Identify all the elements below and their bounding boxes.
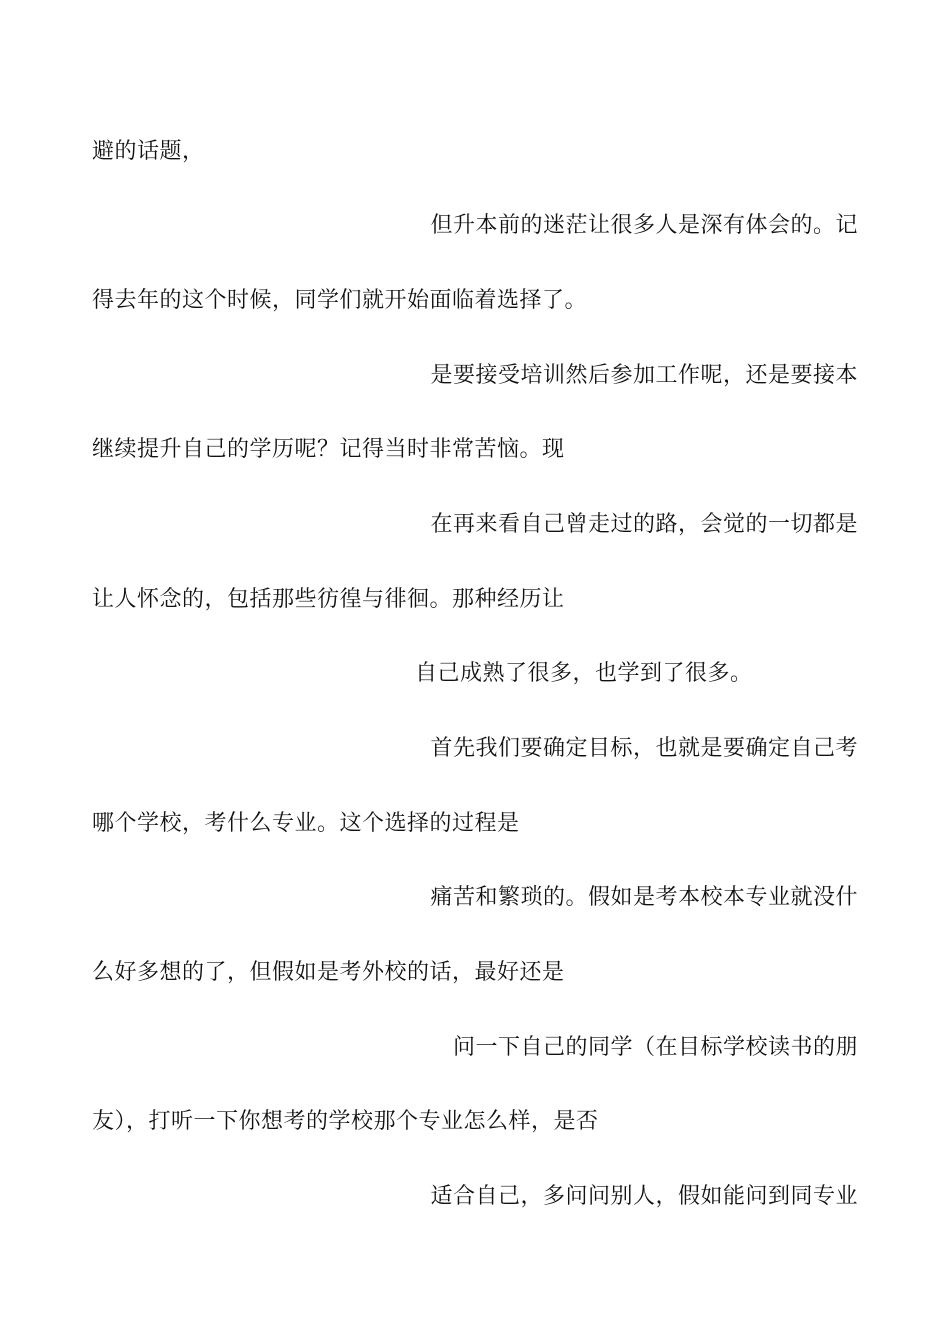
text-line: 友），打听一下你想考的学校那个专业怎么样，是否: [92, 1109, 599, 1134]
text-line: 是要接受培训然后参加工作呢，还是要接本: [430, 363, 858, 388]
text-line: 首先我们要确定目标，也就是要确定自己考: [430, 736, 858, 761]
text-line: 让人怀念的，包括那些彷徨与徘徊。那种经历让: [92, 587, 565, 612]
text-line: 哪个学校，考什么专业。这个选择的过程是: [92, 811, 520, 836]
text-line: 在再来看自己曾走过的路，会觉的一切都是: [430, 512, 858, 537]
text-line: 避的话题，: [92, 139, 205, 164]
text-line: 得去年的这个时候，同学们就开始面临着选择了。: [92, 288, 588, 313]
text-line: 继续提升自己的学历呢？记得当时非常苦恼。现: [92, 437, 565, 462]
text-line: 问一下自己的同学（在目标学校读书的朋: [452, 1035, 858, 1060]
text-line: 但升本前的迷茫让很多人是深有体会的。记: [430, 213, 858, 238]
text-line: 适合自己，多问问别人，假如能问到同专业: [430, 1184, 858, 1209]
text-line: 自己成熟了很多，也学到了很多。: [415, 661, 753, 686]
text-line: 么好多想的了，但假如是考外校的话，最好还是: [92, 960, 565, 985]
text-line: 痛苦和繁琐的。假如是考本校本专业就没什: [430, 885, 858, 910]
